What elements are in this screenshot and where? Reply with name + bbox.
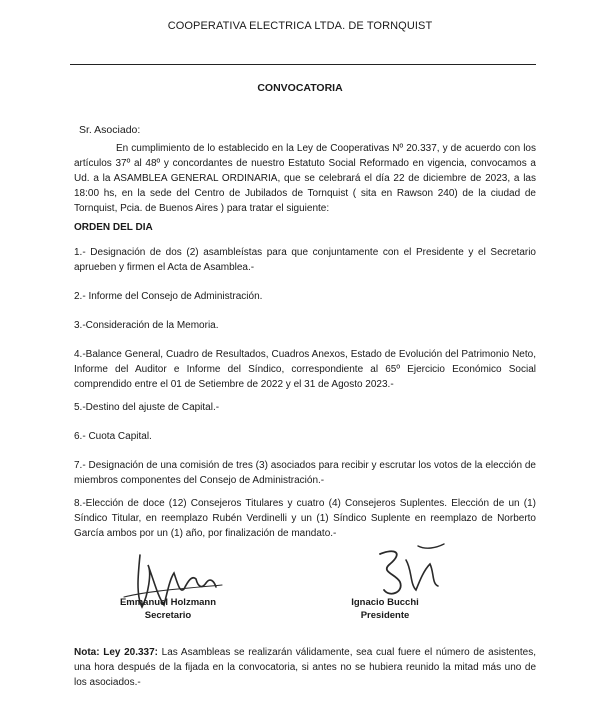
president-role: Presidente	[360, 610, 410, 621]
agenda-item-6: 6.- Cuota Capital.	[74, 431, 152, 442]
organization-header: COOPERATIVA ELECTRICA LTDA. DE TORNQUIST	[167, 20, 433, 32]
legal-note	[74, 645, 536, 690]
document-title: CONVOCATORIA	[257, 82, 343, 94]
header-divider	[70, 64, 536, 65]
salutation: Sr. Asociado:	[79, 124, 141, 136]
secretary-signature-block	[108, 596, 228, 622]
president-signature-block	[330, 596, 440, 622]
agenda-item-5: 5.-Destino del ajuste de Capital.-	[74, 402, 220, 413]
legal-note-text: Las Asambleas se realizarán válidamente, sea cual fuere el número de asistentes, una hora después de la fijada en la convocatoria, si antes no se hubiera reunido la mitad más uno de los asociados.-	[74, 647, 536, 688]
legal-note-label: Nota: Ley 20.337:	[74, 647, 159, 658]
agenda-item-4: 4.-Balance General, Cuadro de Resultados, Cuadros Anexos, Estado de Evolución del Patrimonio Neto, Informe del Auditor e Informe del Síndico, correspondiente al 65º Ejercicio Económico Social comprendido entre el 01 de Setiembre de 2022 y el 31 de Agosto 2023.-	[74, 349, 536, 390]
secretary-role: Secretario	[144, 610, 192, 621]
agenda-item-2: 2.- Informe del Consejo de Administración.	[74, 291, 263, 302]
agenda-item-8: 8.-Elección de doce (12) Consejeros Titulares y cuatro (4) Consejeros Suplentes. Elección de un (1) Síndico Titular, en reemplazo Rubén Verdinelli y un (1) Síndico Suplente en reemplazo de Norberto García ambos por un (1) año, por finalización de mandato.-	[74, 498, 536, 539]
agenda-item-7: 7.- Designación de una comisión de tres (3) asociados para recibir y escrutar los votos de la elección de miembros componentes del Consejo de Administración.-	[74, 460, 536, 486]
agenda-item-1: 1.- Designación de dos (2) asambleístas para que conjuntamente con el Presidente y el Secretario aprueben y firmen el Acta de Asamblea.-	[74, 247, 536, 273]
president-name: Ignacio Bucchi	[351, 597, 419, 608]
intro-paragraph: En cumplimiento de lo establecido en la Ley de Cooperativas Nº 20.337, y de acuerdo con los artículos 37º al 48º y concordantes de nuestro Estatuto Social Reformado en vigencia, convocamos a Ud. a la ASAMBLEA GENERAL ORDINARIA, que se celebrará el día 22 de diciembre de 2023, a las 18:00 hs, en la sede del Centro de Jubilados de Tornquist ( sita en Rawson 240) de la ciudad de Tornquist, Pcia. de Buenos Aires ) para tratar el siguiente:	[74, 143, 536, 214]
agenda-heading: ORDEN DEL DIA	[74, 222, 153, 233]
agenda-item-3: 3.-Consideración de la Memoria.	[74, 320, 219, 331]
secretary-name: Emmanuel Holzmann	[119, 597, 217, 608]
